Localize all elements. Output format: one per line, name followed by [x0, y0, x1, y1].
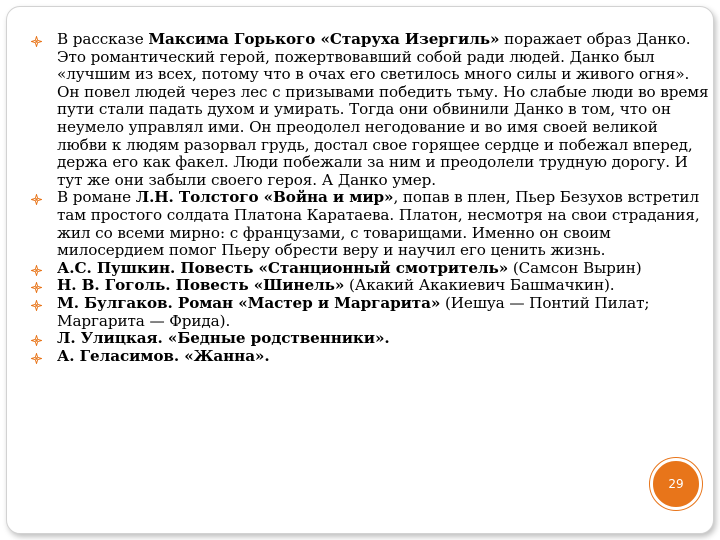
- diamond-flower-icon: [31, 300, 42, 311]
- diamond-flower-icon: [31, 335, 42, 346]
- list-item-gelasimov: [29, 348, 709, 366]
- item-text: В рассказе Максима Горького «Старуха Изергиль» поражает образ Данко. Это романтический герой, пожертвовавший собой ради людей. Данко был «лучшим из всех, потому что в очах его светилось много силы и живого огня». Он повел людей через лес с призывами победить тьму. Но слабые люди во время пути стали падать духом и умирать. Тогда они обвинили Данко в том, что он неумело управлял ими. Он преодолел негодование и во имя своей великой любви к людям разорвал грудь, достал свое горящее сердце и побежал вперед, держа его как факел. Люди побежали за ним и преодолели трудную дорогу. И тут же они забыли своего героя. А Данко умер.: [57, 30, 709, 189]
- item-text: М. Булгаков. Роман «Мастер и Маргарита» (Иешуа — Понтий Пилат; Маргарита — Фрида).: [57, 293, 650, 330]
- diamond-flower-icon: [31, 194, 42, 205]
- item-text: А. Геласимов. «Жанна».: [57, 346, 270, 365]
- diamond-flower-icon: [31, 353, 42, 364]
- diamond-flower-icon: [31, 282, 42, 293]
- slide-frame: [6, 6, 714, 534]
- page-number-badge: 29: [650, 458, 702, 510]
- item-text: Л. Улицкая. «Бедные родственники».: [57, 329, 390, 348]
- list-item-ulitskaya: [29, 330, 709, 348]
- item-text: В романе Л.Н. Толстого «Война и мир», попав в плен, Пьер Безухов встретил там простого солдата Платона Каратаева. Платон, несмотря на свои страдания, жил со всеми мирно: с французами, с товарищами. Именно он своим милосердием помог Пьеру обрести веру и научил его ценить жизнь.: [57, 188, 700, 260]
- item-text: А.С. Пушкин. Повесть «Станционный смотритель» (Самсон Вырин): [57, 258, 642, 277]
- list-item-tolstoy: [29, 189, 709, 259]
- diamond-flower-icon: [31, 36, 42, 47]
- list-item-gorky: [29, 31, 709, 189]
- item-text: Н. В. Гоголь. Повесть «Шинель» (Акакий Акакиевич Башмачкин).: [57, 276, 615, 295]
- list-item-pushkin: [29, 260, 709, 278]
- list-item-gogol: [29, 277, 709, 295]
- diamond-flower-icon: [31, 265, 42, 276]
- bullet-list: [29, 31, 709, 365]
- list-item-bulgakov: [29, 295, 709, 330]
